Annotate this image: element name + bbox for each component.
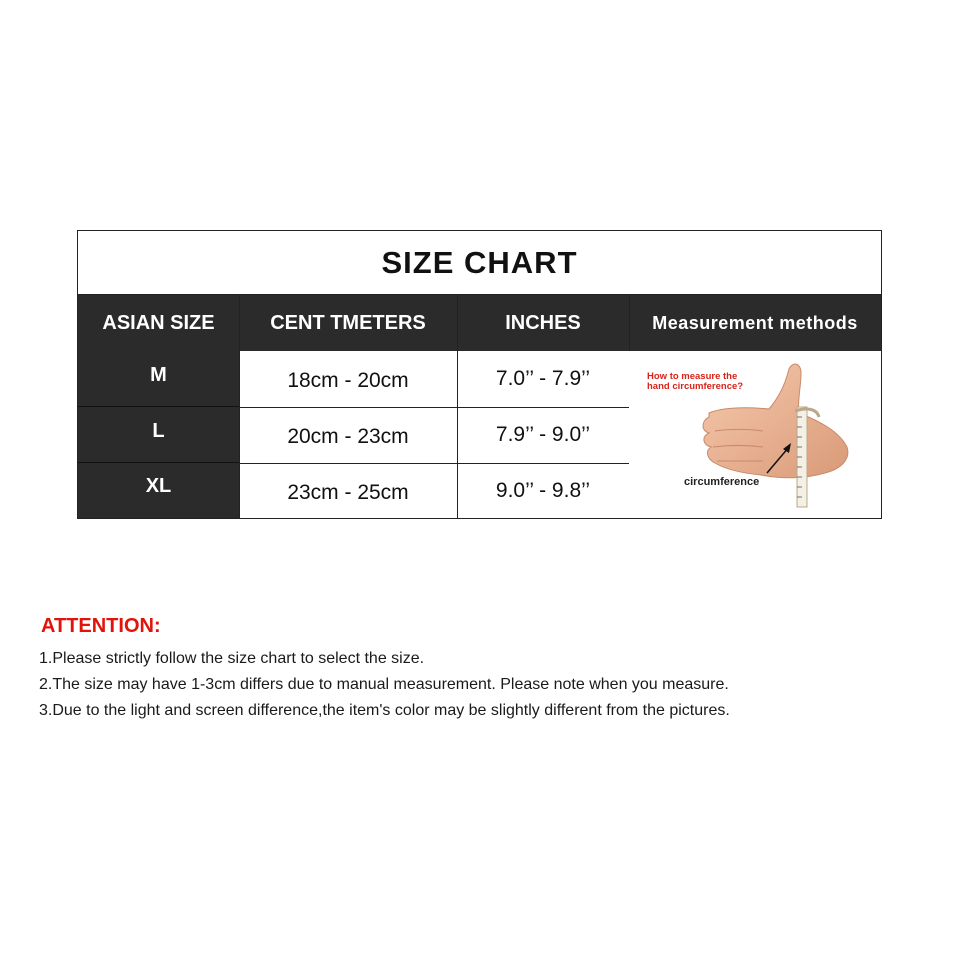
size-m: M [78, 351, 239, 407]
inches-l: 7.9’’ - 9.0’’ [457, 407, 629, 463]
method-caption-line2: hand circumference? [647, 381, 744, 392]
cm-xl: 23cm - 25cm [239, 463, 457, 518]
size-chart-table [77, 230, 882, 519]
header-asian-size: ASIAN SIZE [78, 295, 239, 351]
size-chart-title: SIZE CHART [78, 231, 881, 295]
attention-title: ATTENTION: [41, 615, 161, 637]
method-caption-line1: How to measure the [647, 371, 738, 382]
size-l: L [78, 407, 239, 463]
size-xl: XL [78, 463, 239, 518]
grid-line [239, 463, 629, 464]
cm-m: 18cm - 20cm [239, 351, 457, 407]
grid-line [78, 406, 239, 407]
measurement-illustration [629, 351, 881, 518]
cm-l: 20cm - 23cm [239, 407, 457, 463]
grid-line [239, 407, 629, 408]
header-measurement-methods: Measurement methods [629, 295, 881, 351]
attention-note-2: 2.The size may have 1-3cm differs due to manual measurement. Please note when you measure. [39, 676, 729, 693]
inches-m: 7.0’’ - 7.9’’ [457, 351, 629, 407]
header-centimeters: CENT TMETERS [239, 295, 457, 351]
attention-note-3: 3.Due to the light and screen difference,the item's color may be slightly different from the pictures. [39, 702, 730, 719]
grid-line [78, 462, 239, 463]
circumference-label: circumference [684, 476, 760, 488]
inches-xl: 9.0’’ - 9.8’’ [457, 463, 629, 518]
hand-measure-icon [629, 351, 881, 518]
attention-note-1: 1.Please strictly follow the size chart to select the size. [39, 650, 425, 667]
header-inches: INCHES [457, 295, 629, 351]
